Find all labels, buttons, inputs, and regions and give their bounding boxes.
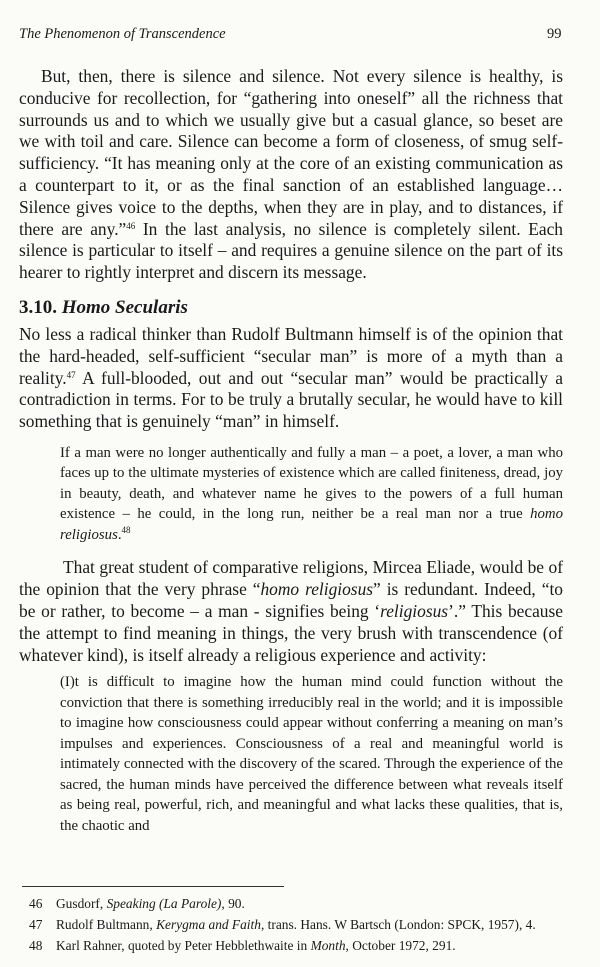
paragraph-text: In the last analysis, no silence is completely silent. Each silence is particular to itself – and requires a genuine silence on the part of its hearer to rightly interpret and discern its message. xyxy=(19,218,563,283)
quote-text: (I)t is difficult to imagine how the human mind could function without the conviction that there is something irreducibly real in the world; and it is impossible to imagine how consciousness could appear without conferring a meaning on man’s impulses and experiences. Consciousness of a real and meaningful world is intimately connected with the discovery of the scared. Through the experience of the sacred, the human minds have perceived the difference between what reveals itself as being real, powerful, rich, and meaningful and what lacks these qualities, that is, the chaotic and xyxy=(60,674,563,834)
footnote-text: Gusdorf, xyxy=(56,896,107,911)
paragraph-silence xyxy=(19,66,563,284)
footnote-number: 47 xyxy=(29,917,43,932)
footnote-47 xyxy=(29,914,589,935)
quote-end: . xyxy=(117,526,122,543)
footnote-text: Karl Rahner, quoted by Peter Hebblethwaite in xyxy=(56,938,311,953)
footnote-text: Rudolf Bultmann, xyxy=(56,917,157,932)
running-head: The Phenomenon of Transcendence xyxy=(19,26,226,42)
footnote-number: 46 xyxy=(29,896,43,911)
footnote-46 xyxy=(29,893,589,914)
quote-text: If a man were no longer authentically and fully a man – a poet, a lover, a man who faces up to the ultimate mysteries of existence which are called finiteness, dread, joy in beauty, death, and whatever name he gives to the powers of a full human existence – he could, in the long run, neither be a real man nor a true xyxy=(60,444,563,523)
footnote-divider xyxy=(22,886,284,887)
body-text xyxy=(19,66,563,848)
footnote-title: Month xyxy=(310,938,346,953)
block-quote-rahner xyxy=(60,443,563,546)
italic-term: homo religiosus xyxy=(260,579,374,600)
paragraph-eliade xyxy=(19,557,563,666)
paragraph-text: No less a radical thinker than Rudolf Bultmann himself is of the opinion that the hard-headed, self-sufficient “secular man” is more of a myth than a reality. xyxy=(19,323,563,388)
paragraph-bultmann xyxy=(19,324,563,433)
footnote-number: 48 xyxy=(29,938,43,953)
footnote-ref-47[interactable]: 47 xyxy=(66,369,76,380)
footnote-ref-48[interactable]: 48 xyxy=(121,524,131,535)
paragraph-text: ’.” This because the attempt to find meaning in things, the very brush with transcendence (of whatever kind), is itself already a religious experience and activity: xyxy=(19,601,563,665)
footnote-text: , October 1972, 291. xyxy=(345,938,456,953)
footnotes xyxy=(29,893,589,956)
footnote-text: , trans. Hans. W Bartsch (London: SPCK, 1957), 4. xyxy=(260,917,536,932)
footnote-text: , 90. xyxy=(221,896,245,911)
page-number: 99 xyxy=(547,26,562,42)
paragraph-text: But, then, there is silence and silence. Not every silence is healthy, is conducive for recollection, for “gathering into oneself” all the richness that surrounds us and to which we usually give but a casual glance, so beset are we with toil and care. Silence can become a form of closeness, of smug self-sufficiency. “It has meaning only at the core of an existing communication as a counterpart to it, or as the final sanction of an established language… Silence gives voice to the depths, when they are in play, and to distances, if there are any.” xyxy=(19,66,563,239)
footnote-ref-46[interactable]: 46 xyxy=(126,220,136,231)
section-heading xyxy=(19,296,563,320)
footnote-48 xyxy=(29,935,589,956)
paragraph-text: A full-blooded, out and out “secular man” would be practically a contradiction in terms. For to be truly a brutally secular, he would have to kill something that is genuinely “man” in himself. xyxy=(19,367,563,432)
italic-term: religiosus xyxy=(380,601,449,622)
section-title: Homo Secularis xyxy=(61,296,188,318)
paragraph-text: That great student of comparative religions, Mircea Eliade, would be of the opinion that the very phrase “ xyxy=(19,557,563,600)
paragraph-text: ” is redundant. Indeed, “to be or rather, to become – a man - signifies being ‘ xyxy=(19,579,563,622)
footnote-title: Speaking (La Parole) xyxy=(106,896,222,911)
quote-italic: homo religiosus xyxy=(60,506,563,543)
section-number: 3.10. xyxy=(19,296,62,318)
block-quote-eliade xyxy=(60,672,563,836)
footnote-title: Kerygma and Faith xyxy=(156,917,261,932)
